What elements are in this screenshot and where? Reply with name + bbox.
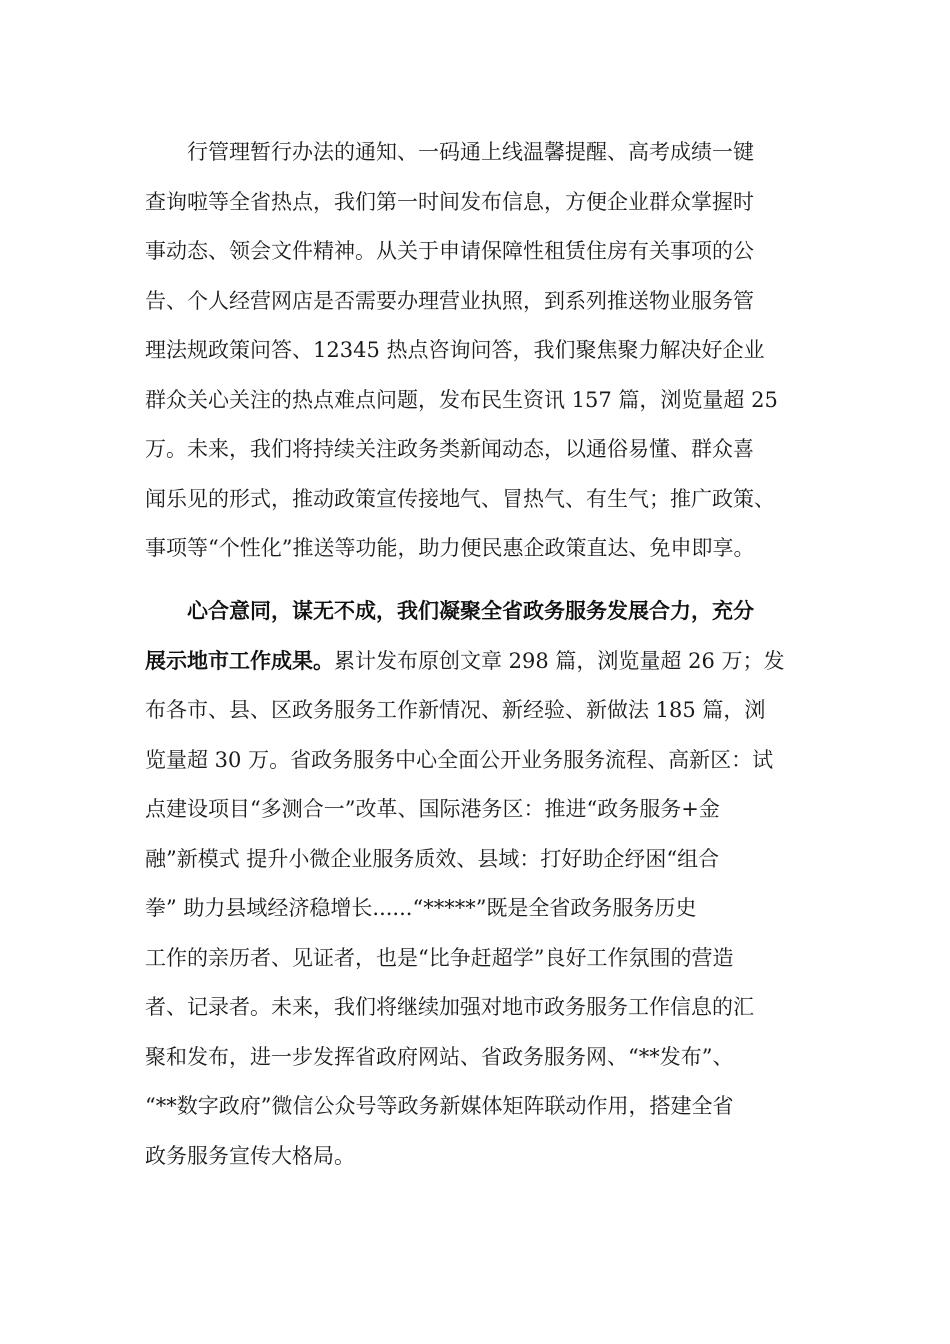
- paragraph-line: 点建设项目“多测合一”改革、国际港务区：推进“政务服务+金: [145, 797, 720, 821]
- paragraph-line: 群众关心关注的热点难点问题，发布民生资讯 157 篇，浏览量超 25: [145, 387, 778, 412]
- paragraph-line: 事动态、领会文件精神。从关于申请保障性租赁住房有关事项的公: [145, 239, 754, 263]
- paragraph-line: 理法规政策问答、12345 热点咨询问答，我们聚焦聚力解决好企业: [145, 338, 765, 362]
- paragraph-line: 事项等“个性化”推送等功能，助力便民惠企政策直达、免申即享。: [145, 536, 755, 560]
- paragraph-line: 行管理暂行办法的通知、一码通上线温馨提醒、高考成绩一键: [187, 140, 754, 164]
- paragraph-line: 工作的亲历者、见证者，也是“比争赶超学”良好工作氛围的营造: [145, 945, 734, 970]
- paragraph-line: 闻乐见的形式，推动政策宣传接地气、冒热气、有生气；推广政策、: [145, 486, 775, 511]
- paragraph-line-text: 累计发布原创文章 298 篇，浏览量超 26 万；发: [334, 648, 785, 673]
- paragraph-line: [145, 636, 817, 687]
- paragraph-line: 融”新模式 提升小微企业服务质效、县域：打好助企纾困“组合: [145, 846, 720, 871]
- paragraph-heading-line: 心合意同，谋无不成，我们凝聚全省政务服务发展合力，充分: [187, 598, 754, 623]
- paragraph-line: 拳” 助力县域经济稳增长......“*****”既是全省政务服务历史: [145, 896, 697, 920]
- paragraph-line: 告、个人经营网店是否需要办理营业执照，到系列推送物业服务管: [145, 288, 754, 313]
- paragraph-heading-end: 展示地市工作成果。: [145, 647, 334, 673]
- paragraph-line: 查询啦等全省热点，我们第一时间发布信息，方便企业群众掌握时: [145, 189, 754, 214]
- paragraph-1: [145, 128, 817, 574]
- paragraph-line: 聚和发布，进一步发挥省政府网站、省政务服务网、“**发布”、: [145, 1044, 734, 1069]
- paragraph-line: 者、记录者。未来，我们将继续加强对地市政务服务工作信息的汇: [145, 995, 754, 1019]
- paragraph-line: 布各市、县、区政务服务工作新情况、新经验、新做法 185 篇，浏: [145, 698, 766, 722]
- paragraph-line: 万。未来，我们将持续关注政务类新闻动态，以通俗易懂、群众喜: [145, 437, 754, 461]
- paragraph-line: 览量超 30 万。省政务服务中心全面公开业务服务流程、高新区：试: [145, 747, 774, 772]
- paragraph-line: 政务服务宣传大格局。: [145, 1143, 355, 1168]
- paragraph-line: “**数字政府”微信公众号等政务新媒体矩阵联动作用，搭建全省: [145, 1094, 734, 1118]
- paragraph-2: [145, 586, 817, 1181]
